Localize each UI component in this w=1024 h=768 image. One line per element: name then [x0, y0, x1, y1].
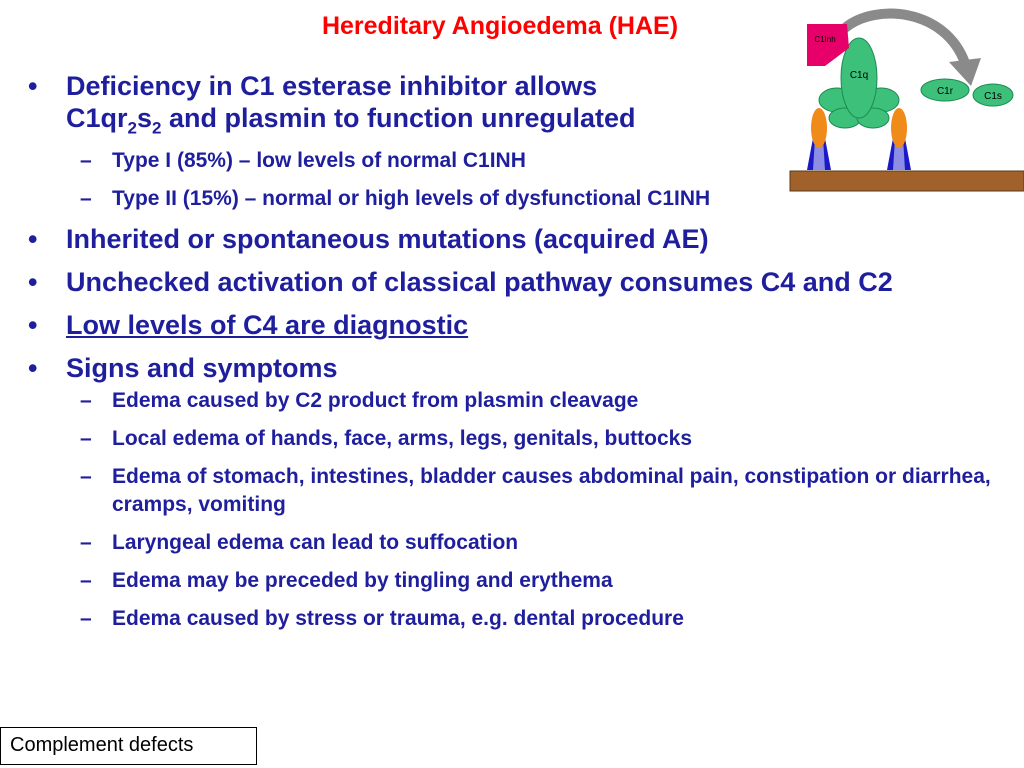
sub-bullet-text: Edema may be preceded by tingling and erythema: [112, 569, 613, 593]
subscript: 2: [152, 118, 162, 138]
sub-bullet-c2-product: [28, 387, 1008, 415]
bullet-unchecked-activation: [28, 266, 1008, 298]
sub-bullet-text: Edema caused by C2 product from plasmin cleavage: [112, 389, 639, 413]
sub-bullet-type2: [28, 185, 1008, 213]
bullet-text: Deficiency in C1 esterase inhibitor allows: [66, 71, 598, 101]
sub-bullet-text: Type I (85%) – low levels of normal C1INH: [112, 149, 526, 173]
bullet-glyph: •: [28, 310, 38, 341]
c1r-label: C1r: [936, 86, 954, 97]
sub-bullet-tingling: [28, 567, 1008, 595]
dash-glyph: –: [80, 531, 92, 555]
sub-bullet-text: Local edema of hands, face, arms, legs, genitals, buttocks: [112, 427, 693, 451]
sub-bullet-local-edema: [28, 425, 1008, 453]
dash-glyph: –: [80, 187, 92, 211]
sub-bullet-text: Laryngeal edema can lead to suffocation: [112, 531, 519, 555]
subscript: 2: [127, 118, 137, 138]
footer-label-box: Complement defects: [0, 727, 257, 765]
dash-glyph: –: [80, 465, 92, 489]
bullet-glyph: •: [28, 71, 38, 101]
bullet-text-part: and plasmin to function unregulated: [161, 103, 636, 133]
bullet-glyph: •: [28, 267, 38, 298]
bullet-text: Signs and symptoms: [66, 353, 338, 384]
sub-bullet-text: Edema of stomach, intestines, bladder causes abdominal pain, constipation or diarrhea, cramps, vomiting: [112, 465, 991, 517]
bullet-text: Inherited or spontaneous mutations (acquired AE): [66, 224, 709, 255]
dash-glyph: –: [80, 389, 92, 413]
sub-bullet-stomach-edema: [28, 463, 1008, 519]
slide-title: Hereditary Angioedema (HAE): [321, 12, 679, 40]
bullet-text-part: C1qr: [66, 103, 128, 133]
bullet-text: Unchecked activation of classical pathway consumes C4 and C2: [66, 267, 893, 298]
bullet-list: [28, 70, 1008, 643]
bullet-signs-symptoms: [28, 352, 1008, 384]
sub-bullet-laryngeal-edema: [28, 529, 1008, 557]
dash-glyph: –: [80, 569, 92, 593]
bullet-low-c4: [28, 309, 1008, 341]
bullet-inherited: [28, 223, 1008, 255]
c1inh-label: C1Inh: [814, 35, 836, 44]
bullet-glyph: •: [28, 353, 38, 384]
bullet-text: Low levels of C4 are diagnostic: [66, 310, 469, 341]
dash-glyph: –: [80, 427, 92, 451]
sub-bullet-type1: [28, 147, 1008, 175]
bullet-glyph: •: [28, 224, 38, 255]
c1q-label: C1q: [849, 70, 869, 81]
sub-bullet-text: Type II (15%) – normal or high levels of dysfunctional C1INH: [112, 187, 711, 211]
sub-bullet-text: Edema caused by stress or trauma, e.g. dental procedure: [112, 607, 684, 631]
dash-glyph: –: [80, 607, 92, 631]
dash-glyph: –: [80, 149, 92, 173]
bullet-text-part: s: [136, 103, 153, 133]
sub-bullet-stress-trauma: [28, 605, 1008, 633]
bullet-deficiency: [28, 70, 1008, 144]
c1s-label: C1s: [984, 91, 1002, 102]
